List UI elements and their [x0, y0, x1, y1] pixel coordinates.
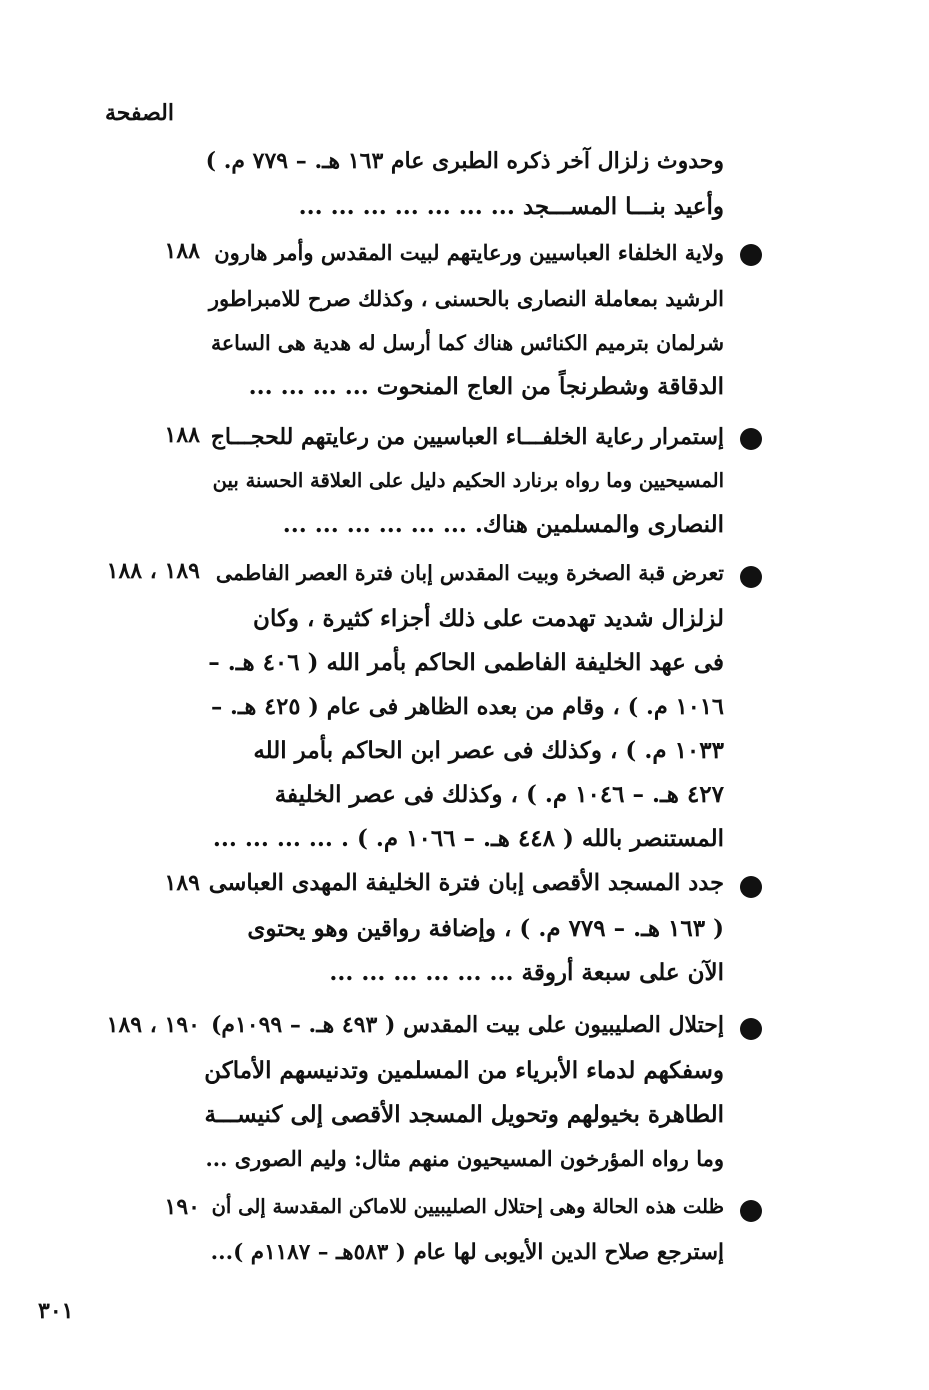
- entry-line: إحتلال الصليبيون على بيت المقدس ( ٤٩٣ هـ. – ١٠٩٩م): [210, 1012, 724, 1038]
- entry-line: وسفكهم لدماء الأبرياء من المسلمين وتدنيسهم الأماكن: [204, 1057, 724, 1084]
- entry-line: الرشيد بمعاملة النصارى بالحسنى ، وكذلك صرح للامبراطور: [208, 286, 724, 311]
- page-reference: ١٩٠ ، ١٨٩: [106, 1012, 200, 1038]
- entry-line: إستمرار رعاية الخلفـــاء العباسيين من رعايتهم للحجـــاج: [210, 424, 724, 450]
- bullet-icon: [740, 876, 762, 898]
- entry-line: الدقاقة وشطرنجاً من العاج المنحوت ... ... ... ...: [248, 373, 724, 400]
- bullet-icon: [740, 1200, 762, 1222]
- page-reference: ١٨٩: [164, 870, 200, 896]
- entry-line: ظلت هذه الحالة وهى إحتلال الصليبيين للاماكن المقدسة إلى أن: [211, 1195, 724, 1218]
- page-reference: ١٩٠: [164, 1194, 200, 1220]
- entry-line: وأعيد بنـــا المســـجد ... ... ... ... ... ... ...: [298, 193, 724, 220]
- entry-line: ٤٢٧ هـ. – ١٠٤٦ م. ) ، وكذلك فى عصر الخليفة: [274, 781, 724, 808]
- entry-line: لزلزال شديد تهدمت على ذلك أجزاء كثيرة ، وكان: [253, 605, 724, 632]
- entry-line: المستنصر بالله ( ٤٤٨ هـ. – ١٠٦٦ م. ) . ... ... ... ...: [212, 825, 724, 852]
- entry-line: ( ١٦٣ هـ. – ٧٧٩ م. ) ، وإضافة رواقين وهو يحتوى: [247, 915, 724, 942]
- entry-line: ١٠٣٣ م. ) ، وكذلك فى عصر ابن الحاكم بأمر الله: [253, 737, 724, 764]
- entry-line: ١٠١٦ م. ) ، وقام من بعده الظاهر فى عام ( ٤٢٥ هـ. –: [210, 694, 724, 720]
- entry-line: وما رواه المؤرخون المسيحيون منهم مثال: وليم الصورى ...: [205, 1146, 724, 1171]
- entry-line: النصارى والمسلمين هناك. ... ... ... ... ... ...: [282, 511, 724, 538]
- entry-line: الطاهرة بخيولهم وتحويل المسجد الأقصى إلى كنيســـة: [204, 1101, 724, 1128]
- bullet-icon: [740, 428, 762, 450]
- bullet-icon: [740, 566, 762, 588]
- page-reference: ١٨٨: [164, 238, 200, 264]
- entry-line: جدد المسجد الأقصى إبان فترة الخليفة المهدى العباسى: [208, 870, 724, 896]
- entry-line: فى عهد الخليفة الفاطمى الحاكم بأمر الله ( ٤٠٦ هـ. –: [208, 649, 724, 676]
- bullet-icon: [740, 1018, 762, 1040]
- entry-line: تعرض قبة الصخرة وبيت المقدس إبان فترة العصر الفاطمى: [215, 561, 724, 585]
- bullet-icon: [740, 244, 762, 266]
- page-number: ٣٠١: [38, 1298, 74, 1324]
- entry-line: المسيحيين وما رواه برنارد الحكيم دليل على العلاقة الحسنة بين: [212, 469, 724, 492]
- entry-line: ولاية الخلفاء العباسيين ورعايتهم لبيت المقدس وأمر هارون: [214, 240, 724, 265]
- entry-line: إسترجع صلاح الدين الأيوبى لها عام ( ٥٨٣هـ – ١١٨٧م )...: [210, 1240, 724, 1265]
- page-column-header: الصفحة: [104, 100, 174, 126]
- entry-line: الآن على سبعة أروقة ... ... ... ... ... ...: [329, 959, 724, 986]
- entry-line: شرلمان بترميم الكنائس هناك كما أرسل له هدية هى الساعة: [210, 331, 724, 355]
- entry-line: وحدوث زلزال آخر ذكره الطبرى عام ١٦٣ هـ. – ٧٧٩ م. ): [205, 148, 724, 174]
- page-reference: ١٨٨: [164, 422, 200, 448]
- page-reference: ١٨٩ ، ١٨٨: [106, 558, 200, 584]
